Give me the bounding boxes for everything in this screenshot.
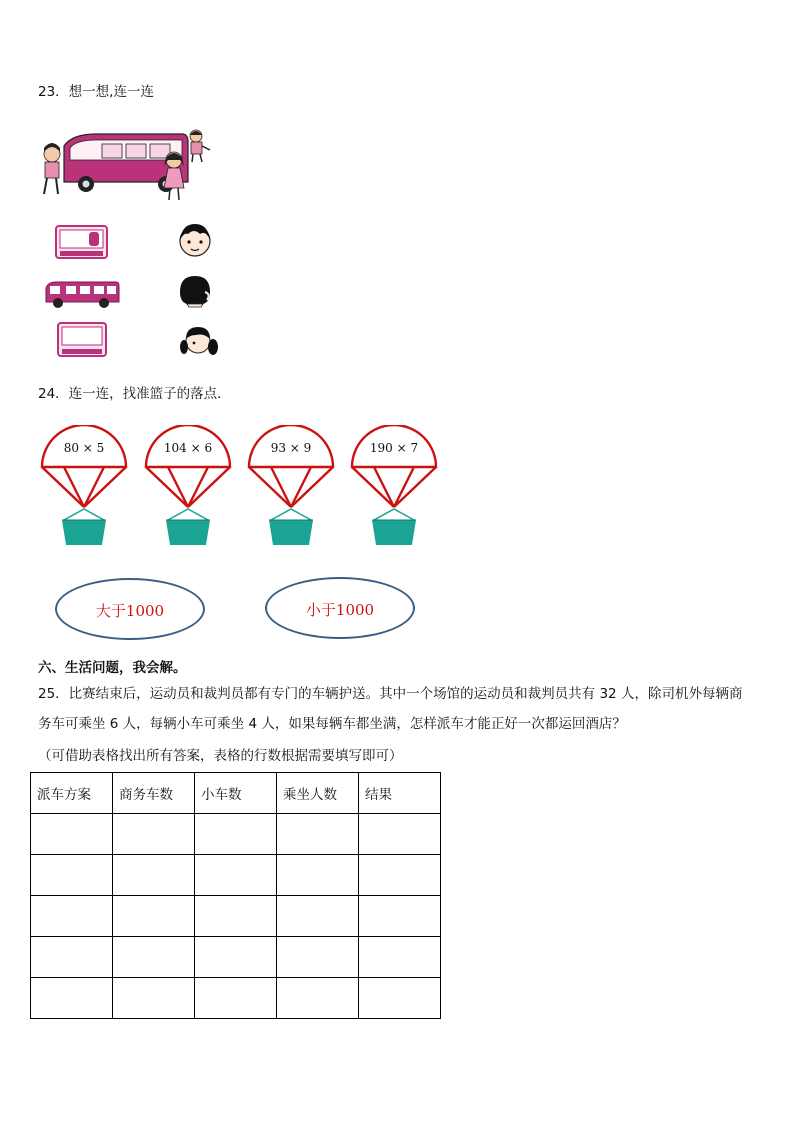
oval-greater-than-1000 [55, 578, 205, 640]
table-row [31, 896, 441, 937]
table-cell[interactable] [359, 937, 441, 978]
section-6-title: 六、生活问题，我会解。 [38, 660, 187, 676]
table-cell[interactable] [195, 978, 277, 1019]
table-cell[interactable] [195, 855, 277, 896]
table-cell[interactable] [277, 937, 359, 978]
table-cell[interactable] [277, 896, 359, 937]
q25-text-line-3: （可借助表格找出所有答案，表格的行数根据需要填写即可） [38, 748, 403, 764]
table-cell[interactable] [359, 978, 441, 1019]
parachute-3 [247, 425, 335, 551]
table-header-cell: 乘坐人数 [277, 773, 359, 814]
table-cell[interactable] [31, 896, 113, 937]
table-cell[interactable] [31, 855, 113, 896]
parachute-expression: 104 × 6 [163, 441, 213, 455]
table-cell[interactable] [195, 896, 277, 937]
table-cell[interactable] [113, 855, 195, 896]
dispatch-plan-table [30, 772, 441, 1019]
table-cell[interactable] [31, 978, 113, 1019]
table-row [31, 978, 441, 1019]
oval-less-than-1000 [265, 577, 415, 639]
table-cell[interactable] [31, 937, 113, 978]
parachute-1 [40, 425, 128, 551]
q23-title: 23．想一想,连一连 [38, 84, 154, 100]
table-cell[interactable] [359, 855, 441, 896]
bus-front-view-icon [57, 322, 107, 358]
table-header-cell: 小车数 [195, 773, 277, 814]
table-cell[interactable] [277, 855, 359, 896]
oval-label: 小于1000 [305, 601, 375, 619]
boy-face-icon [176, 222, 214, 258]
bus-side-view-icon [44, 280, 120, 310]
table-cell[interactable] [359, 896, 441, 937]
oval-label: 大于1000 [95, 602, 165, 620]
table-cell[interactable] [113, 814, 195, 855]
q25-text-line-1: 25．比赛结束后，运动员和裁判员都有专门的车辆护送。其中一个场馆的运动员和裁判员共有 32 人，除司机外每辆商 [38, 686, 743, 702]
table-row [31, 855, 441, 896]
parachute-4 [350, 425, 438, 551]
parachute-expression: 93 × 9 [270, 441, 312, 455]
bus-rear-view-icon [55, 224, 108, 262]
table-cell[interactable] [113, 896, 195, 937]
table-cell[interactable] [113, 937, 195, 978]
table-cell[interactable] [195, 937, 277, 978]
table-cell[interactable] [277, 978, 359, 1019]
table-cell[interactable] [31, 814, 113, 855]
parachute-expression: 190 × 7 [369, 441, 419, 455]
girl-pigtails-side-icon [178, 323, 220, 357]
table-row [31, 937, 441, 978]
table-header-row [31, 773, 441, 814]
table-header-cell: 结果 [359, 773, 441, 814]
bus-with-children-illustration [36, 126, 212, 204]
parachute-expression: 80 × 5 [63, 441, 105, 455]
table-cell[interactable] [277, 814, 359, 855]
table-header-cell: 商务车数 [113, 773, 195, 814]
q25-text-line-2: 务车可乘坐 6 人，每辆小车可乘坐 4 人，如果每辆车都坐满，怎样派车才能正好一次都运回酒店？ [38, 716, 626, 732]
table-cell[interactable] [359, 814, 441, 855]
parachute-2 [144, 425, 232, 551]
table-header-cell: 派车方案 [31, 773, 113, 814]
boy-back-of-head-icon [177, 274, 213, 308]
table-cell[interactable] [195, 814, 277, 855]
table-row [31, 814, 441, 855]
q24-title: 24．连一连，找准篮子的落点． [38, 386, 231, 402]
table-cell[interactable] [113, 978, 195, 1019]
